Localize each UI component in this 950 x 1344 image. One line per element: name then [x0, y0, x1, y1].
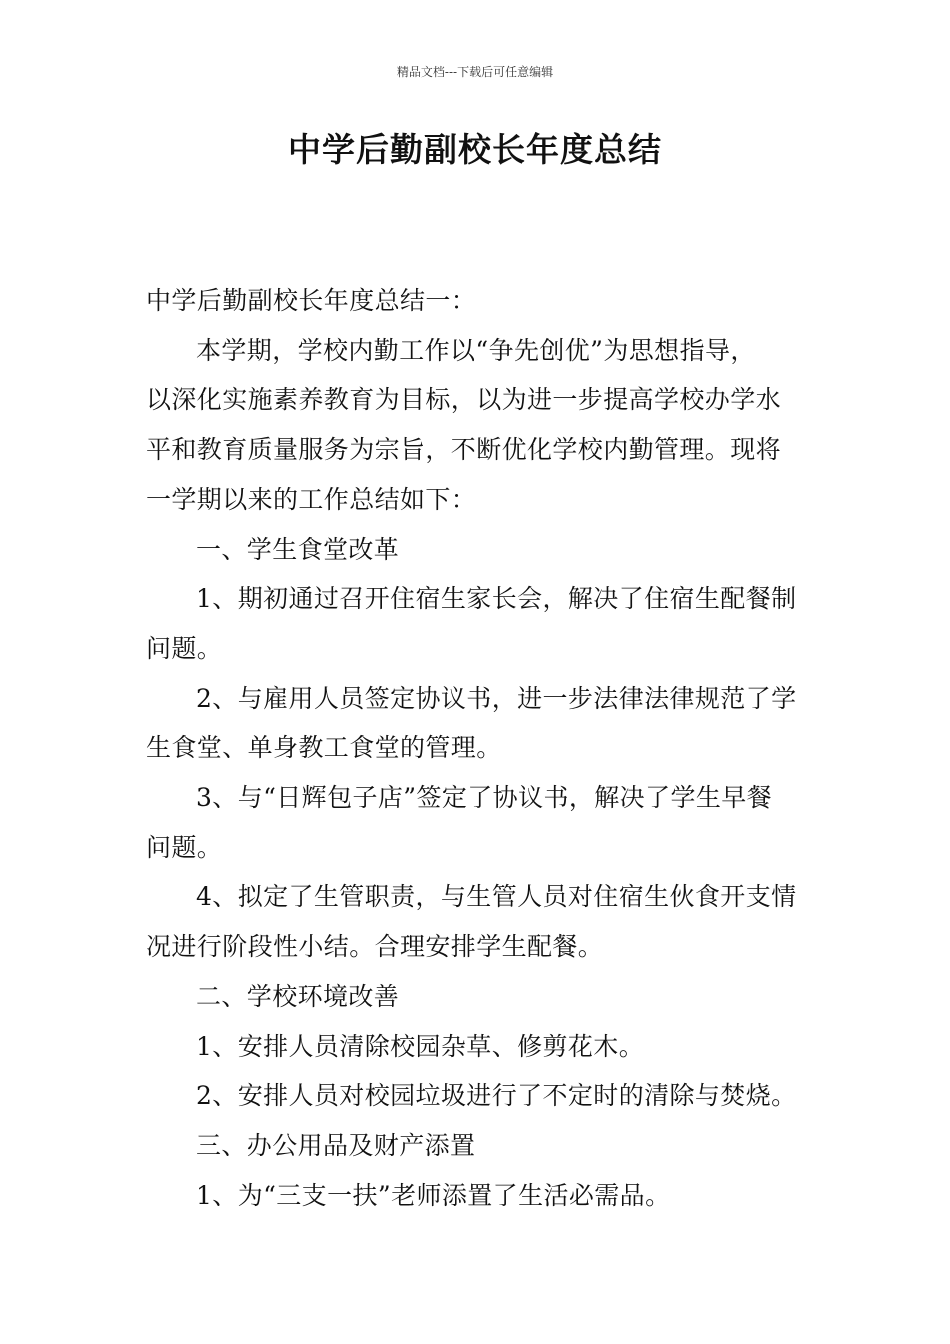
body-line: 1、为“三支一扶”老师添置了生活必需品。 [196, 1180, 671, 1210]
body-line: 问题。 [146, 633, 223, 663]
body-line: 况进行阶段性小结。合理安排学生配餐。 [146, 932, 604, 962]
body-line: 1、期初通过召开住宿生家长会，解决了住宿生配餐制 [196, 584, 797, 614]
header-note: 精品文档---下载后可任意编辑 [396, 65, 554, 79]
body-line: 1、安排人员清除校园杂草、修剪花木。 [196, 1031, 645, 1061]
document-title: 中学后勤副校长年度总结 [288, 130, 662, 169]
body-line: 问题。 [146, 832, 223, 862]
body-line: 本学期，学校内勤工作以“争先创优”为思想指导， [196, 335, 756, 365]
body-line: 2、与雇用人员签定协议书，进一步法律法律规范了学 [196, 683, 797, 713]
body-line: 二、学校环境改善 [196, 981, 400, 1011]
body-line: 三、办公用品及财产添置 [196, 1130, 476, 1160]
body-line: 生食堂、单身教工食堂的管理。 [146, 733, 502, 763]
body-line: 3、与“日辉包子店”签定了协议书，解决了学生早餐 [196, 783, 773, 813]
body-line: 4、拟定了生管职责，与生管人员对住宿生伙食开支情 [196, 882, 797, 912]
body-line: 一学期以来的工作总结如下： [146, 484, 477, 514]
body-line: 平和教育质量服务为宗旨，不断优化学校内勤管理。现将 [146, 435, 782, 465]
document-body [146, 276, 808, 1220]
body-line: 中学后勤副校长年度总结一： [146, 286, 477, 315]
body-line: 一、学生食堂改革 [196, 534, 400, 564]
body-line: 以深化实施素养教育为目标，以为进一步提高学校办学水 [146, 385, 782, 415]
body-line: 2、安排人员对校园垃圾进行了不定时的清除与焚烧。 [196, 1081, 797, 1111]
